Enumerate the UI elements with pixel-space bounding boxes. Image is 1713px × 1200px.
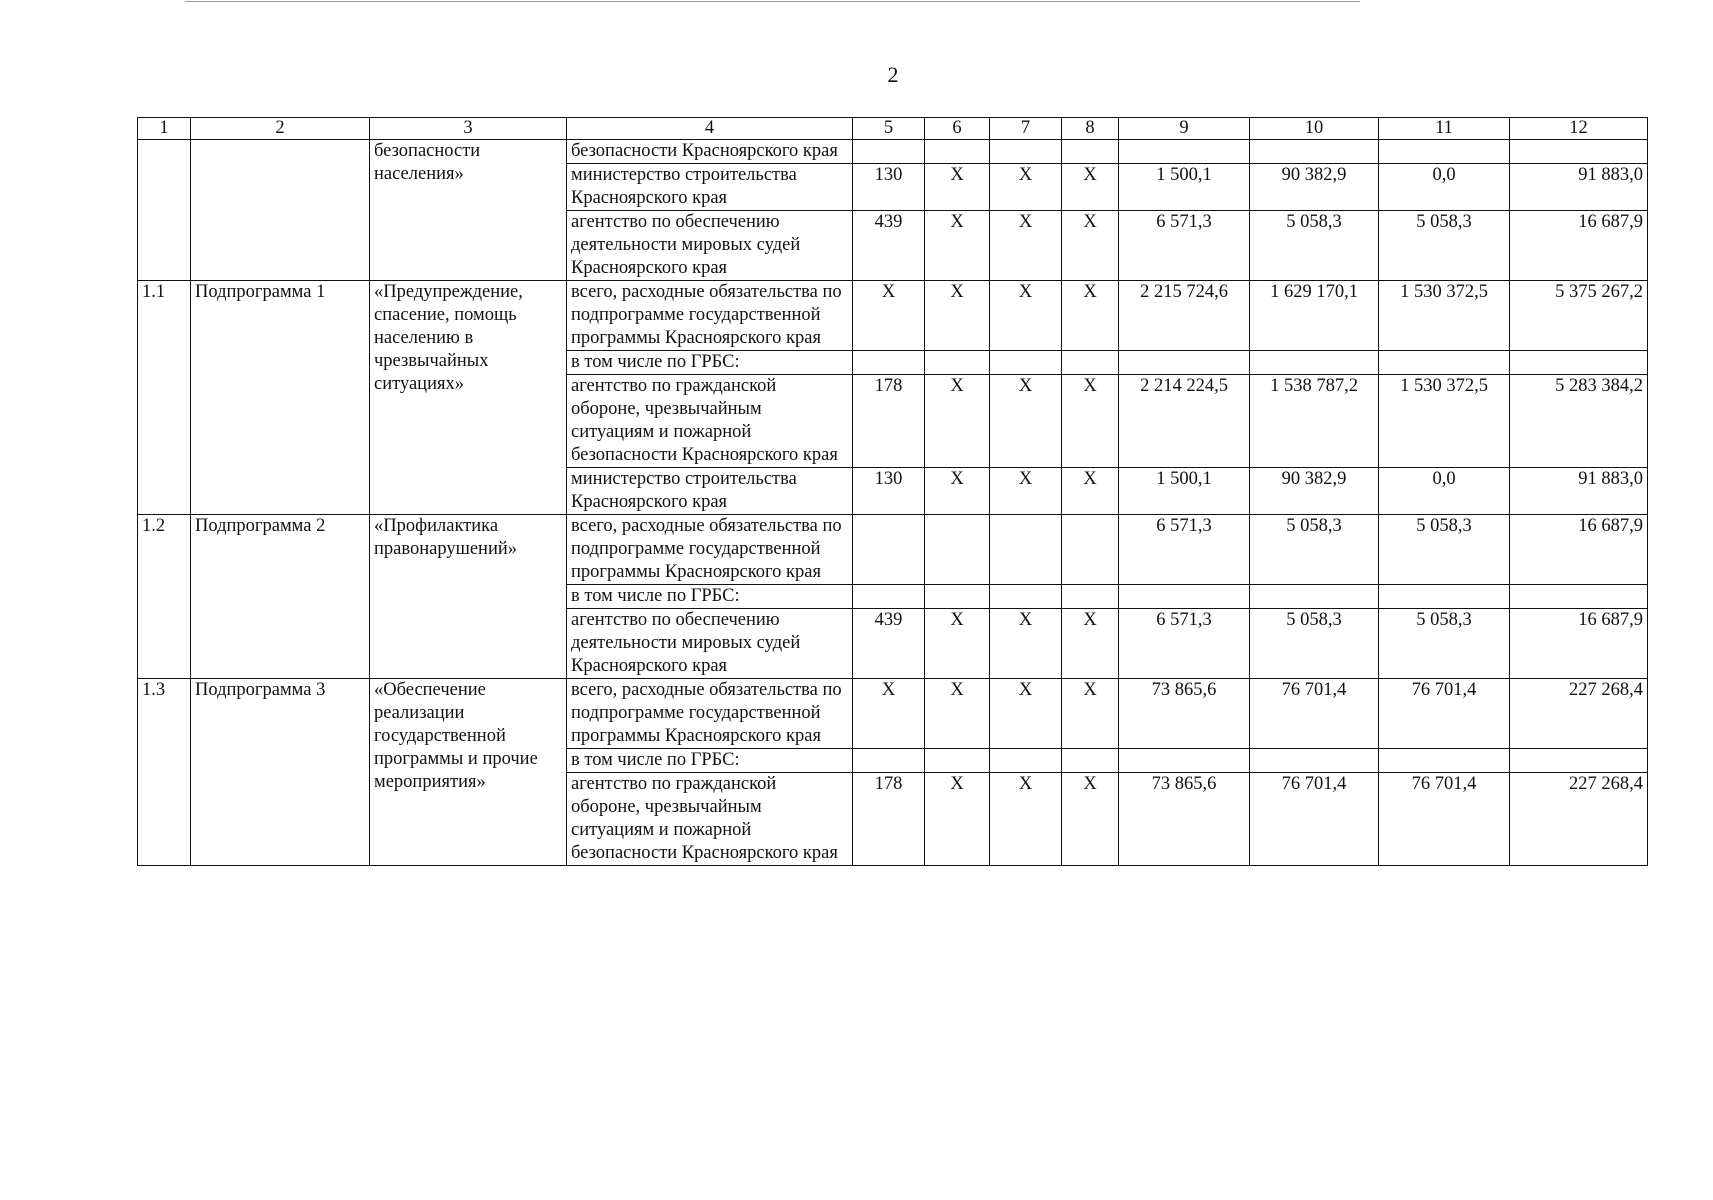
subprogram-name-cell: безопасности населения» [370, 140, 567, 281]
col10-cell [1250, 140, 1379, 164]
table-row [138, 140, 1648, 164]
col9-cell: 1 500,1 [1119, 164, 1250, 211]
col6-cell: Х [925, 375, 990, 468]
col11-cell: 0,0 [1379, 164, 1510, 211]
col6-cell [925, 585, 990, 609]
col7-cell: Х [990, 281, 1062, 351]
description-cell: в том числе по ГРБС: [567, 585, 853, 609]
subprogram-type-cell: Подпрограмма 1 [191, 281, 370, 515]
col11-cell: 0,0 [1379, 468, 1510, 515]
description-cell: всего, расходные обязательства по подпрограмме государственной программы Красноярского края [567, 679, 853, 749]
col5-cell [853, 515, 925, 585]
header-cell: 7 [990, 118, 1062, 140]
col9-cell [1119, 585, 1250, 609]
header-cell: 8 [1062, 118, 1119, 140]
subprogram-type-cell: Подпрограмма 2 [191, 515, 370, 679]
col9-cell: 73 865,6 [1119, 773, 1250, 866]
col10-cell: 90 382,9 [1250, 164, 1379, 211]
col8-cell [1062, 515, 1119, 585]
col10-cell: 5 058,3 [1250, 515, 1379, 585]
col5-cell: 130 [853, 468, 925, 515]
col11-cell [1379, 140, 1510, 164]
col11-cell [1379, 351, 1510, 375]
col11-cell [1379, 585, 1510, 609]
col6-cell: Х [925, 679, 990, 749]
col12-cell [1510, 749, 1648, 773]
col7-cell [990, 749, 1062, 773]
col9-cell: 6 571,3 [1119, 515, 1250, 585]
top-rule [185, 1, 1360, 2]
col11-cell: 76 701,4 [1379, 679, 1510, 749]
col8-cell: Х [1062, 468, 1119, 515]
table-row [138, 515, 1648, 585]
col6-cell [925, 351, 990, 375]
col7-cell [990, 585, 1062, 609]
col11-cell: 1 530 372,5 [1379, 375, 1510, 468]
col7-cell [990, 140, 1062, 164]
col10-cell: 5 058,3 [1250, 211, 1379, 281]
col12-cell: 227 268,4 [1510, 773, 1648, 866]
col12-cell: 5 283 384,2 [1510, 375, 1648, 468]
col8-cell: Х [1062, 211, 1119, 281]
header-cell: 3 [370, 118, 567, 140]
header-row [138, 118, 1648, 140]
header-cell: 2 [191, 118, 370, 140]
col10-cell [1250, 585, 1379, 609]
description-cell: всего, расходные обязательства по подпрограмме государственной программы Красноярского края [567, 281, 853, 351]
subprogram-name-cell: «Профилактика правонарушений» [370, 515, 567, 679]
header-cell: 5 [853, 118, 925, 140]
row-number-cell [138, 140, 191, 281]
description-cell: агентство по гражданской обороне, чрезвычайным ситуациям и пожарной безопасности Красноярского края [567, 375, 853, 468]
col6-cell [925, 140, 990, 164]
col7-cell: Х [990, 609, 1062, 679]
col12-cell [1510, 140, 1648, 164]
description-cell: агентство по обеспечению деятельности мировых судей Красноярского края [567, 609, 853, 679]
subprogram-type-cell [191, 140, 370, 281]
col12-cell: 16 687,9 [1510, 211, 1648, 281]
col10-cell: 1 629 170,1 [1250, 281, 1379, 351]
col7-cell: Х [990, 375, 1062, 468]
col10-cell [1250, 351, 1379, 375]
header-cell: 4 [567, 118, 853, 140]
col6-cell [925, 515, 990, 585]
header-cell: 12 [1510, 118, 1648, 140]
col7-cell [990, 515, 1062, 585]
col9-cell [1119, 140, 1250, 164]
col8-cell: Х [1062, 164, 1119, 211]
col12-cell: 5 375 267,2 [1510, 281, 1648, 351]
col11-cell: 1 530 372,5 [1379, 281, 1510, 351]
col5-cell: 439 [853, 609, 925, 679]
col7-cell: Х [990, 211, 1062, 281]
col10-cell: 90 382,9 [1250, 468, 1379, 515]
col10-cell: 76 701,4 [1250, 679, 1379, 749]
col9-cell: 1 500,1 [1119, 468, 1250, 515]
col9-cell: 2 214 224,5 [1119, 375, 1250, 468]
col6-cell [925, 749, 990, 773]
col5-cell [853, 351, 925, 375]
header-cell: 9 [1119, 118, 1250, 140]
col7-cell [990, 351, 1062, 375]
row-number-cell: 1.3 [138, 679, 191, 866]
col6-cell: Х [925, 281, 990, 351]
program-table [137, 117, 1648, 866]
col5-cell [853, 585, 925, 609]
description-cell: министерство строительства Красноярского края [567, 164, 853, 211]
col12-cell: 91 883,0 [1510, 468, 1648, 515]
subprogram-type-cell: Подпрограмма 3 [191, 679, 370, 866]
col9-cell: 2 215 724,6 [1119, 281, 1250, 351]
subprogram-name-cell: «Предупреждение, спасение, помощь населению в чрезвычайных ситуациях» [370, 281, 567, 515]
col11-cell: 5 058,3 [1379, 515, 1510, 585]
col11-cell: 76 701,4 [1379, 773, 1510, 866]
col5-cell: Х [853, 679, 925, 749]
col5-cell: 439 [853, 211, 925, 281]
description-cell: всего, расходные обязательства по подпрограмме государственной программы Красноярского края [567, 515, 853, 585]
col12-cell: 16 687,9 [1510, 609, 1648, 679]
col9-cell: 6 571,3 [1119, 609, 1250, 679]
col12-cell [1510, 585, 1648, 609]
col5-cell: 178 [853, 375, 925, 468]
col8-cell: Х [1062, 679, 1119, 749]
col9-cell [1119, 749, 1250, 773]
col8-cell: Х [1062, 375, 1119, 468]
col9-cell: 73 865,6 [1119, 679, 1250, 749]
col7-cell: Х [990, 773, 1062, 866]
description-cell: агентство по гражданской обороне, чрезвычайным ситуациям и пожарной безопасности Красноярского края [567, 773, 853, 866]
description-cell: в том числе по ГРБС: [567, 351, 853, 375]
col5-cell: 130 [853, 164, 925, 211]
col8-cell: Х [1062, 609, 1119, 679]
header-cell: 6 [925, 118, 990, 140]
col6-cell: Х [925, 773, 990, 866]
col8-cell [1062, 140, 1119, 164]
col6-cell: Х [925, 468, 990, 515]
description-cell: министерство строительства Красноярского края [567, 468, 853, 515]
col8-cell: Х [1062, 281, 1119, 351]
col5-cell: 178 [853, 773, 925, 866]
row-number-cell: 1.2 [138, 515, 191, 679]
col9-cell: 6 571,3 [1119, 211, 1250, 281]
col11-cell: 5 058,3 [1379, 609, 1510, 679]
col10-cell: 76 701,4 [1250, 773, 1379, 866]
col10-cell: 1 538 787,2 [1250, 375, 1379, 468]
row-number-cell: 1.1 [138, 281, 191, 515]
col12-cell: 16 687,9 [1510, 515, 1648, 585]
col8-cell [1062, 585, 1119, 609]
col7-cell: Х [990, 679, 1062, 749]
col12-cell: 91 883,0 [1510, 164, 1648, 211]
col7-cell: Х [990, 468, 1062, 515]
header-cell: 10 [1250, 118, 1379, 140]
header-cell: 1 [138, 118, 191, 140]
col6-cell: Х [925, 211, 990, 281]
col8-cell [1062, 351, 1119, 375]
description-cell: в том числе по ГРБС: [567, 749, 853, 773]
page-number: 2 [887, 62, 899, 87]
col6-cell: Х [925, 609, 990, 679]
header-cell: 11 [1379, 118, 1510, 140]
subprogram-name-cell: «Обеспечение реализации государственной программы и прочие мероприятия» [370, 679, 567, 866]
table-row [138, 679, 1648, 749]
col8-cell: Х [1062, 773, 1119, 866]
description-cell: агентство по обеспечению деятельности мировых судей Красноярского края [567, 211, 853, 281]
col10-cell [1250, 749, 1379, 773]
col10-cell: 5 058,3 [1250, 609, 1379, 679]
col5-cell: Х [853, 281, 925, 351]
col11-cell [1379, 749, 1510, 773]
col5-cell [853, 749, 925, 773]
col12-cell [1510, 351, 1648, 375]
col11-cell: 5 058,3 [1379, 211, 1510, 281]
col8-cell [1062, 749, 1119, 773]
col12-cell: 227 268,4 [1510, 679, 1648, 749]
col6-cell: Х [925, 164, 990, 211]
col7-cell: Х [990, 164, 1062, 211]
col9-cell [1119, 351, 1250, 375]
description-cell: безопасности Красноярского края [567, 140, 853, 164]
table-row [138, 281, 1648, 351]
col5-cell [853, 140, 925, 164]
